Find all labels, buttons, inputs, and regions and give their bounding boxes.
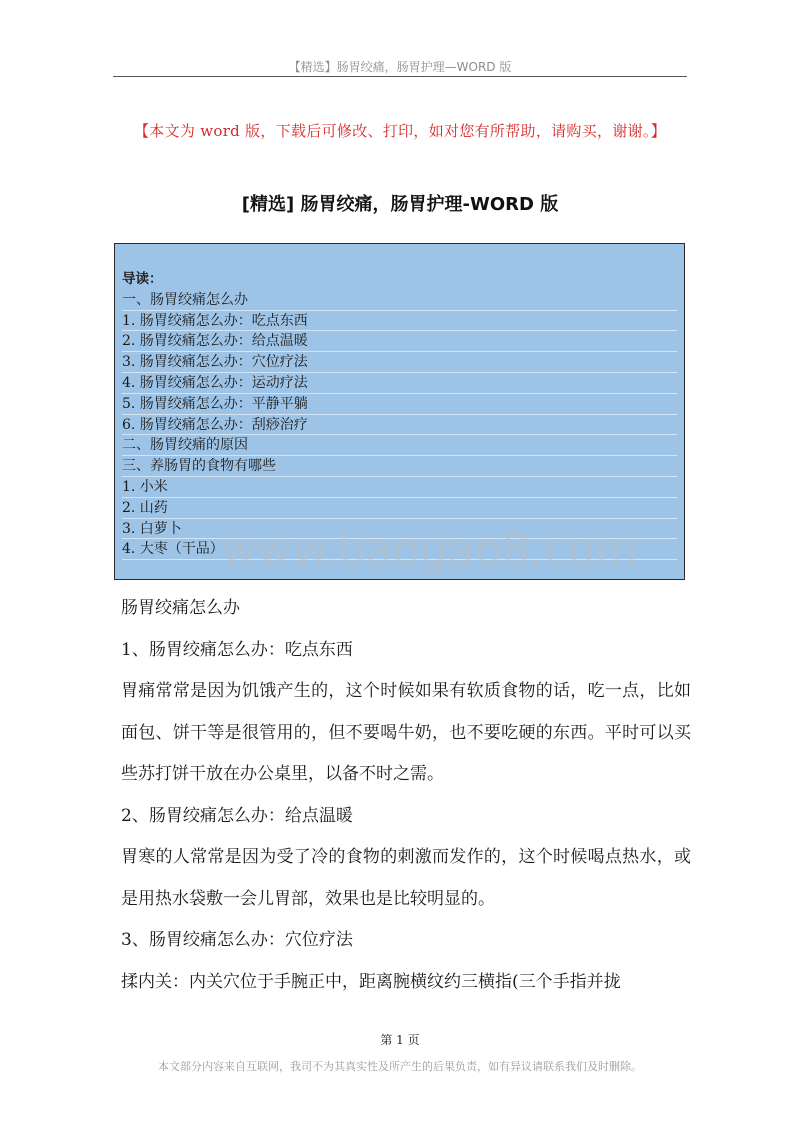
toc-item: 2. 肠胃绞痛怎么办：给点温暖 xyxy=(122,331,677,352)
page-footer: 本文部分内容来自互联网，我司不为其真实性及所产生的后果负责，如有异议请联系我们及时删除。 xyxy=(158,1060,642,1073)
subsection-heading: 1、肠胃绞痛怎么办：吃点东西 xyxy=(121,639,353,660)
toc-item: 4. 大枣（干品） xyxy=(122,539,677,560)
toc-item: 6. 肠胃绞痛怎么办：刮痧治疗 xyxy=(122,415,677,436)
toc-item: 3. 肠胃绞痛怎么办：穴位疗法 xyxy=(122,352,677,373)
toc-item: 5. 肠胃绞痛怎么办：平静平躺 xyxy=(122,394,677,415)
toc-item: 2. 山药 xyxy=(122,498,677,519)
toc-item: 1. 肠胃绞痛怎么办：吃点东西 xyxy=(122,311,677,332)
table-of-contents xyxy=(114,243,685,580)
paragraph: 胃痛常常是因为饥饿产生的，这个时候如果有软质食物的话，吃一点，比如面包、饼干等是很管用的，但不要喝牛奶，也不要吃硬的东西。平时可以买些苏打饼干放在办公桌里，以备不时之需。 xyxy=(121,681,691,784)
document-body xyxy=(121,588,691,1003)
paragraph: 揉内关：内关穴位于手腕正中，距离腕横纹约三横指(三个手指并拢 xyxy=(121,971,621,992)
toc-item: 4. 肠胃绞痛怎么办：运动疗法 xyxy=(122,373,677,394)
toc-item: 一、肠胃绞痛怎么办 xyxy=(122,290,677,311)
toc-item: 3. 白萝卜 xyxy=(122,519,677,540)
section-title: 肠胃绞痛怎么办 xyxy=(121,598,240,618)
subsection-heading: 3、肠胃绞痛怎么办：穴位疗法 xyxy=(121,930,353,950)
paragraph: 胃寒的人常常是因为受了冷的食物的刺激而发作的，这个时候喝点热水，或是用热水袋敷一会儿胃部，效果也是比较明显的。 xyxy=(121,847,691,909)
toc-heading: 导读： xyxy=(122,271,163,287)
watermark: www.baogao8.com xyxy=(220,525,638,576)
page-number: 第 1 页 xyxy=(380,1033,420,1047)
header-divider xyxy=(113,76,687,77)
purchase-notice: 【本文为 word 版，下载后可修改、打印，如对您有所帮助，请购买，谢谢。】 xyxy=(133,122,667,140)
subsection-heading: 2、肠胃绞痛怎么办：给点温暖 xyxy=(121,805,353,826)
toc-item: 二、肠胃绞痛的原因 xyxy=(122,435,677,456)
document-title: [精选] 肠胃绞痛，肠胃护理-WORD 版 xyxy=(241,194,559,215)
page-header: 【精选】肠胃绞痛，肠胃护理—WORD 版 xyxy=(288,60,512,74)
toc-item: 三、养肠胃的食物有哪些 xyxy=(122,456,677,477)
toc-item: 1. 小米 xyxy=(122,477,677,498)
